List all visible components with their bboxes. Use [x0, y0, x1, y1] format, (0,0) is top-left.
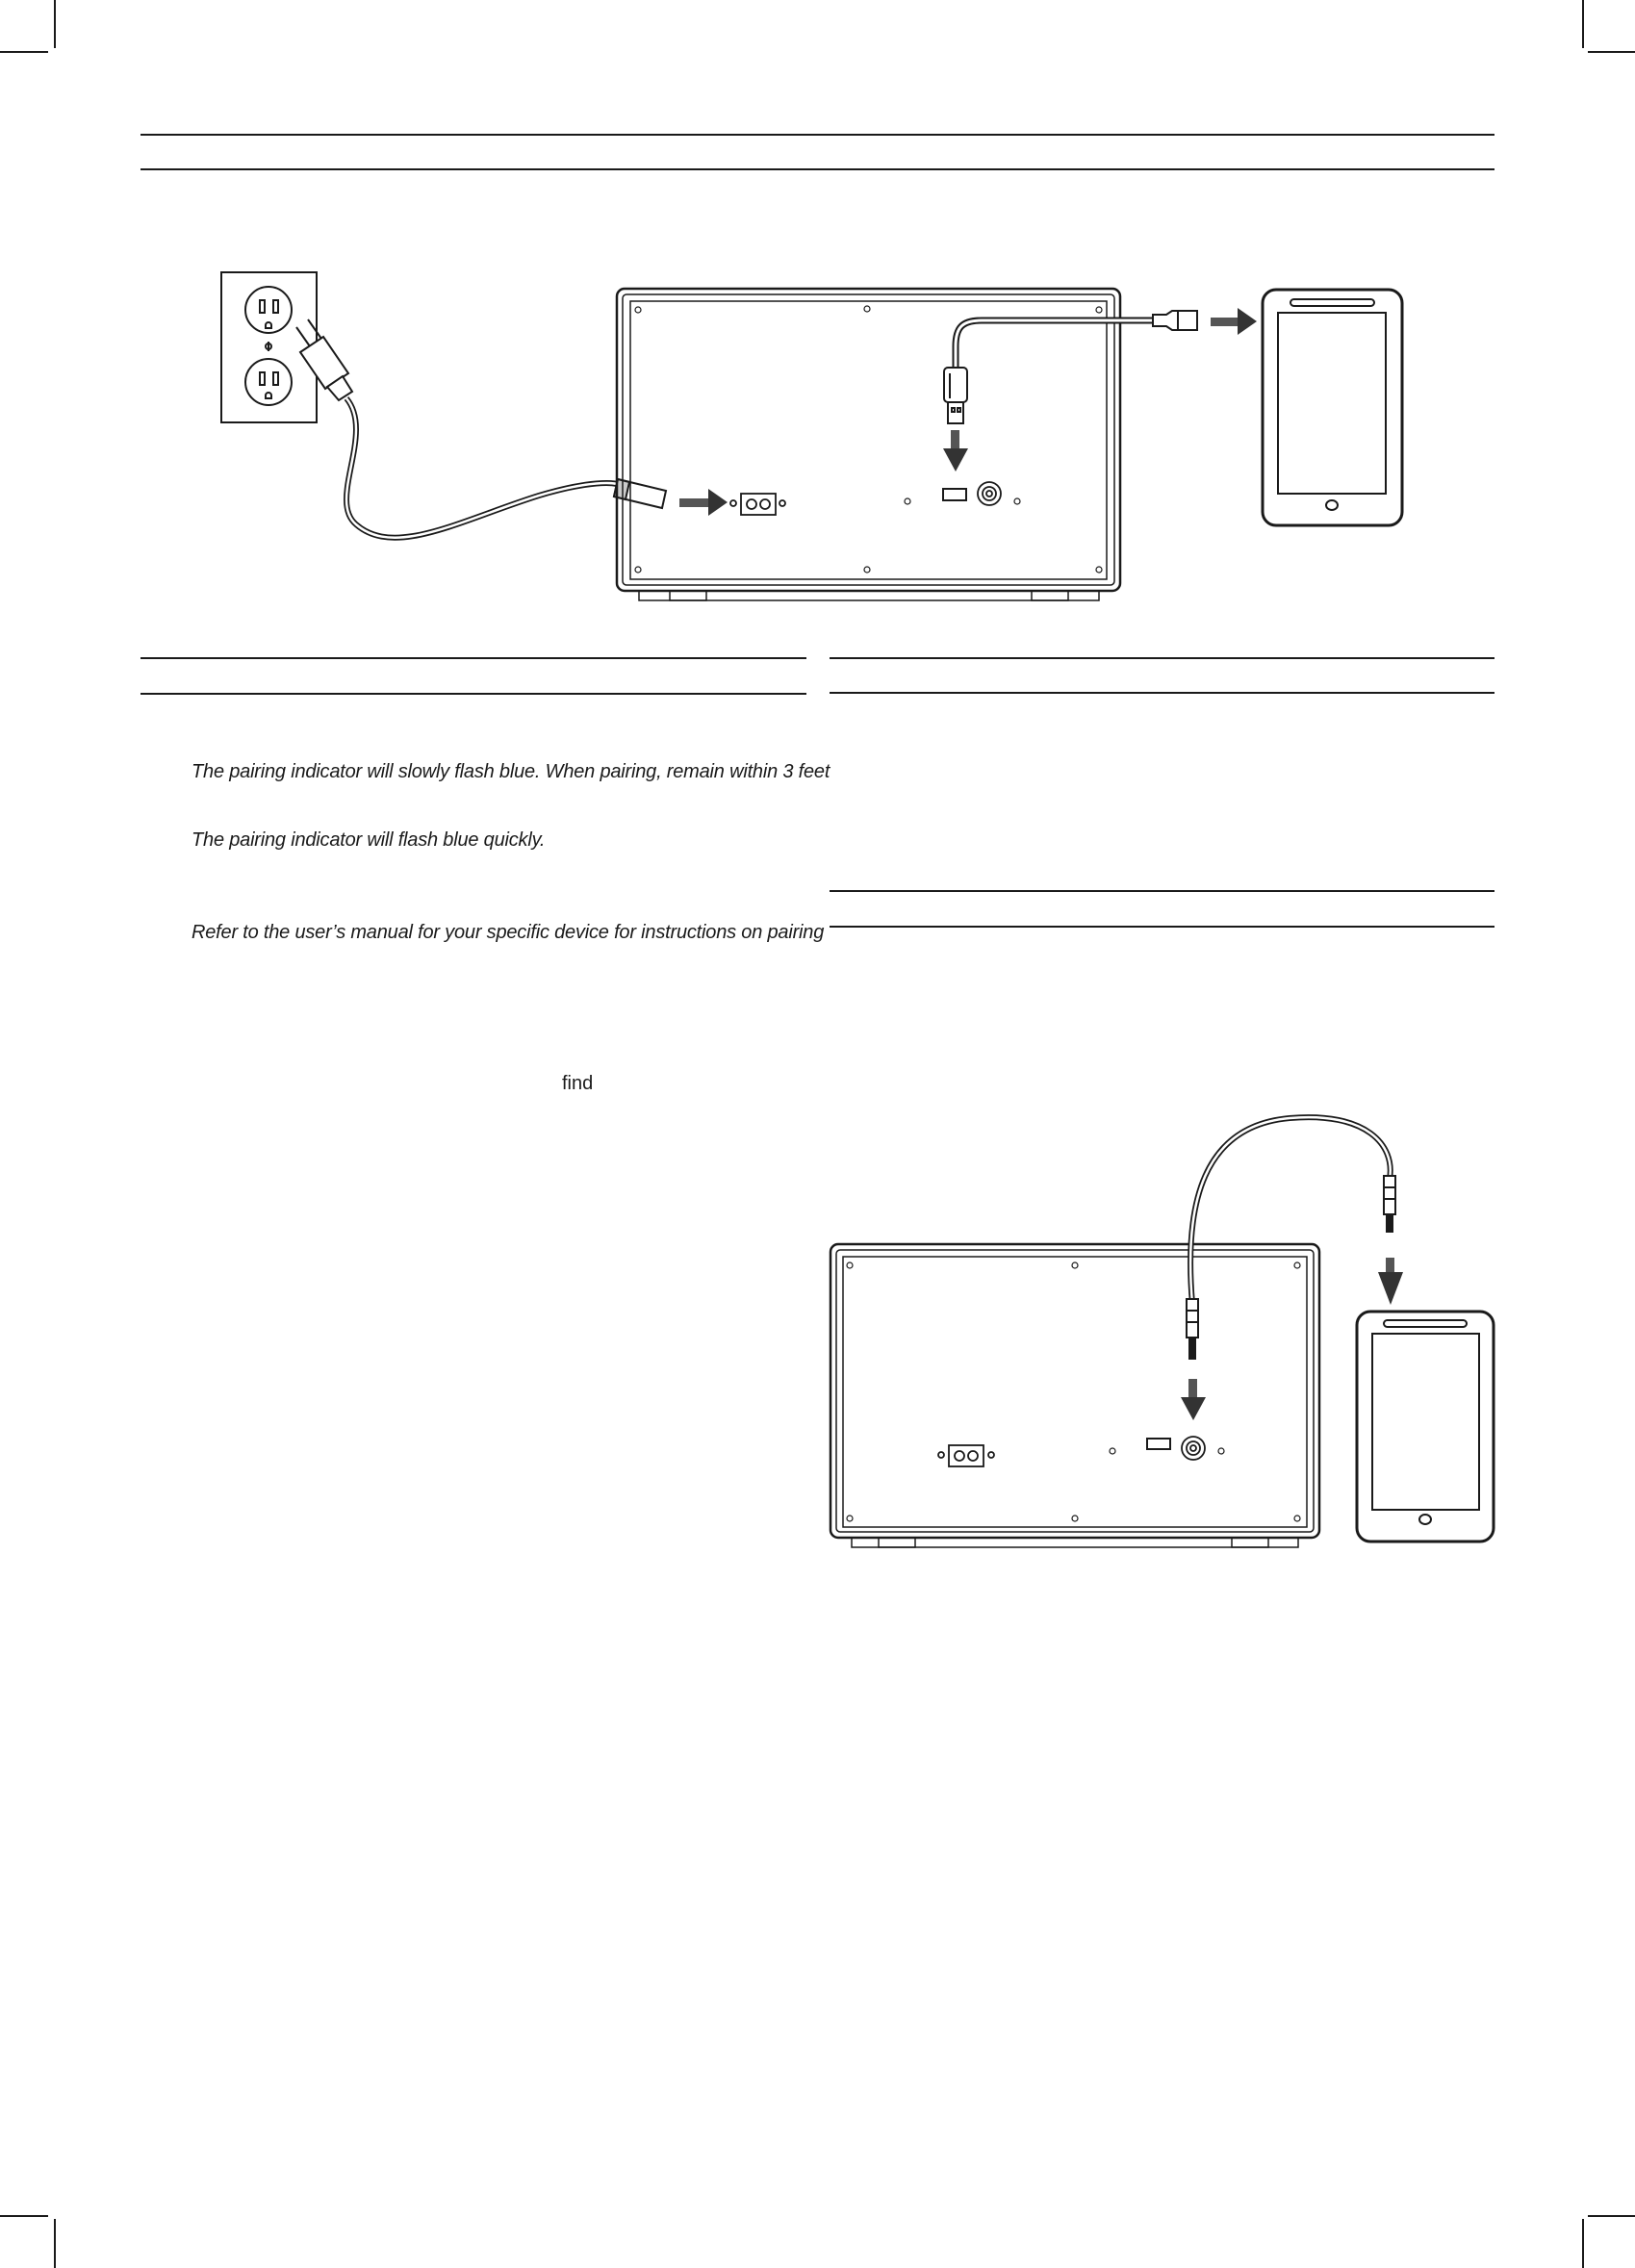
crop-mark [0, 2215, 48, 2217]
find-text: find [562, 1073, 594, 1094]
smartphone-icon [1263, 290, 1402, 525]
right-section2-rule-bottom [830, 926, 1494, 928]
arrow-right-icon [679, 489, 728, 516]
pairing-quick-text: The pairing indicator will flash blue quickly. [192, 829, 546, 851]
aux-jack-icon [978, 482, 1001, 505]
right-section-rule-top [830, 657, 1494, 659]
wall-outlet-icon [221, 272, 317, 422]
usb-cable-icon [944, 311, 1197, 423]
crop-mark [1582, 2219, 1584, 2268]
arrow-down-icon [943, 430, 968, 471]
left-section-rule-bottom [141, 693, 806, 695]
aux-cable [1190, 1117, 1391, 1304]
speaker-rear-panel-icon [617, 289, 1120, 600]
aux-cable-icon [1187, 1176, 1395, 1359]
refer-manual-text: Refer to the user’s manual for your specific device for instructions on pairing [192, 922, 825, 943]
usb-port-icon [943, 489, 966, 500]
usb-cable [956, 320, 1153, 377]
ac-socket-icon [938, 1445, 994, 1466]
usb-port-icon [1147, 1439, 1170, 1449]
right-section-rule-bottom [830, 692, 1494, 694]
power-connector-icon [614, 479, 666, 508]
arrow-down-icon [1378, 1258, 1403, 1305]
aux-jack-icon [1182, 1437, 1205, 1460]
right-section2-rule-top [830, 890, 1494, 892]
left-section-rule-top [141, 657, 806, 659]
arrow-right-icon [1211, 308, 1257, 335]
power-cord [346, 398, 622, 538]
crop-mark [54, 2219, 56, 2268]
crop-mark [1588, 2215, 1635, 2217]
pairing-slow-text: The pairing indicator will slowly flash blue. When pairing, remain within 3 feet [192, 761, 830, 782]
power-plug-icon [296, 319, 352, 400]
speaker-rear-panel-icon [830, 1244, 1319, 1547]
arrow-down-icon [1181, 1379, 1206, 1420]
power-usb-illustration [0, 0, 1635, 674]
smartphone-icon [1357, 1312, 1494, 1542]
ac-socket-icon [730, 494, 785, 515]
aux-illustration [0, 1097, 1635, 1578]
